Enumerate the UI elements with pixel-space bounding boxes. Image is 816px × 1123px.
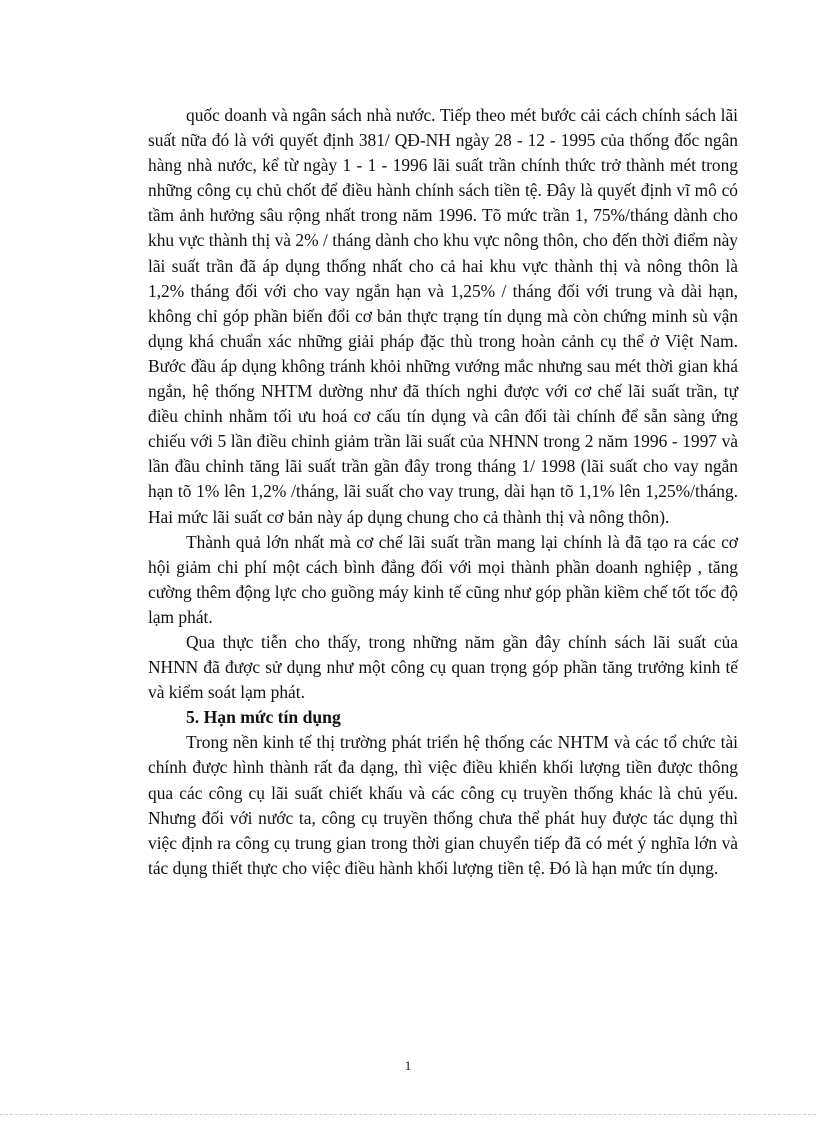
section-heading: 5. Hạn mức tín dụng (186, 707, 341, 728)
paragraph-thuc-tien: Qua thực tiễn cho thấy, trong những năm gần đây chính sách lãi suất của NHNN đã được sử dụng như một công cụ quan trọng góp phần tăng trưởng kinh tế và kiểm soát lạm phát. (148, 631, 738, 703)
page-number: 1 (404, 1058, 412, 1073)
document-body (148, 103, 738, 881)
paragraph-lai-suat-tran: quốc doanh và ngân sách nhà nước. Tiếp theo mét bước cải cách chính sách lãi suất nữa đó là với quyết định 381/ QĐ-NH ngày 28 - 12 - 1995 của thống đốc ngân hàng nhà nước, kể từ ngày 1 - 1 - 1996 lãi suất trần chính thức trở thành mét trong những công cụ chủ chốt để điều hành chính sách tiền tệ. Đây là quyết định vĩ mô có tầm ảnh hưởng sâu rộng nhất trong năm 1996. Tõ mức trần 1, 75%/tháng dành cho khu vực thành thị và 2% / tháng dành cho khu vực nông thôn, cho đến thời điểm này lãi suất trần đã áp dụng thống nhất cho cả hai khu vực thành thị và nông thôn là 1,2% tháng đối với cho vay ngắn hạn và 1,25% / tháng đối với trung và dài hạn, không chỉ góp phần biến đổi cơ bản thực trạng tín dụng mà còn chứng minh sù vận dụng khá chuẩn xác những giải pháp đặc thù trong hoàn cảnh cụ thể ở Việt Nam. Bước đầu áp dụng không tránh khỏi những vướng mắc nhưng sau mét thời gian khá ngắn, hệ thống NHTM dường như đã thích nghi được với cơ chế lãi suất trần, tự điều chỉnh nhằm tối ưu hoá cơ cấu tín dụng và cân đối tài chính để sẵn sàng ứng chiếu với 5 lần điều chỉnh giảm trần lãi suất của NHNN trong 2 năm 1996 - 1997 và lần đầu chỉnh tăng lãi suất trần gần đây trong tháng 1/ 1998 (lãi suất cho vay ngắn hạn tõ 1% lên 1,2% /tháng, lãi suất cho vay trung, dài hạn tõ 1,1% lên 1,25%/tháng. Hai mức lãi suất cơ bản này áp dụng chung cho cả thành thị và nông thôn). (148, 105, 738, 527)
page-bottom-border (0, 1114, 816, 1115)
paragraph-thanh-qua: Thành quả lớn nhất mà cơ chế lãi suất trần mang lại chính là đã tạo ra các cơ hội giảm chi phí một cách bình đẳng đối với mọi thành phần doanh nghiệp , tăng cường thêm động lực cho guồng máy kinh tế cũng như góp phần kiềm chế tốt tốc độ lạm phát. (148, 531, 738, 627)
paragraph-han-muc: Trong nền kinh tế thị trường phát triển hệ thống các NHTM và các tổ chức tài chính được hình thành rất đa dạng, thì việc điều khiển khối lượng tiền được thông qua các công cụ lãi suất chiết khấu và các công cụ truyền thống khác là chủ yếu. Nhưng đối với nước ta, công cụ truyền thống chưa thể phát huy được tác dụng thì việc định ra công cụ trung gian trong thời gian chuyển tiếp đã có mét ý nghĩa lớn và tác dụng thiết thực cho việc điều hành khối lượng tiền tệ. Đó là hạn mức tín dụng. (148, 732, 738, 878)
